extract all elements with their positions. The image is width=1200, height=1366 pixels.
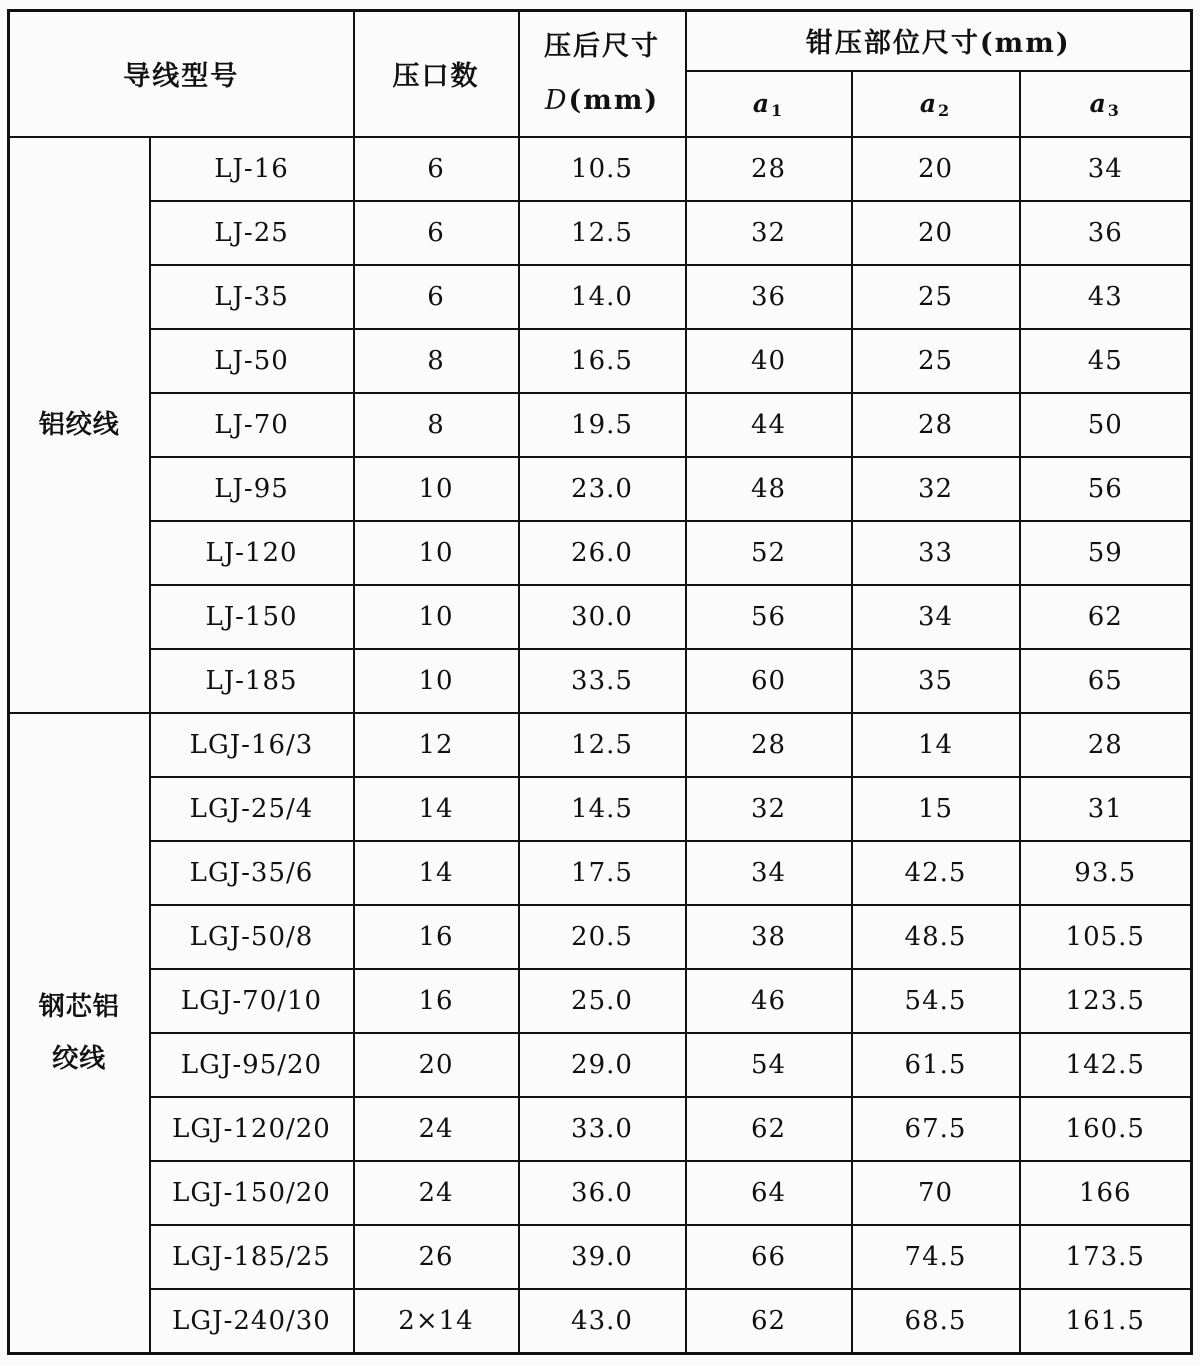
header-after-press-unit: D(mm) [544, 84, 660, 116]
header-model: 导线型号 [9, 11, 354, 137]
cell-model: LGJ-120/20 [150, 1097, 354, 1161]
cell-count: 20 [354, 1033, 519, 1097]
crimp-spec-table [7, 9, 1193, 1355]
cell-d: 17.5 [519, 841, 686, 905]
cell-a3: 105.5 [1020, 905, 1192, 969]
table-row [9, 1289, 1192, 1354]
cell-count: 6 [354, 201, 519, 265]
table-row [9, 1033, 1192, 1097]
cell-a3: 160.5 [1020, 1097, 1192, 1161]
cell-a2: 33 [852, 521, 1020, 585]
cell-model: LGJ-50/8 [150, 905, 354, 969]
cell-a1: 62 [686, 1097, 852, 1161]
cell-a2: 70 [852, 1161, 1020, 1225]
cell-a2: 32 [852, 457, 1020, 521]
cell-a1: 60 [686, 649, 852, 713]
cell-count: 26 [354, 1225, 519, 1289]
cell-a2: 15 [852, 777, 1020, 841]
table-row [9, 713, 1192, 777]
cell-model: LGJ-16/3 [150, 713, 354, 777]
cell-a1: 46 [686, 969, 852, 1033]
cell-model: LGJ-70/10 [150, 969, 354, 1033]
table-row [9, 649, 1192, 713]
group-label-line: 钢芯铝 [38, 991, 120, 1022]
cell-a3: 31 [1020, 777, 1192, 841]
cell-d: 29.0 [519, 1033, 686, 1097]
cell-count: 6 [354, 265, 519, 329]
cell-a3: 62 [1020, 585, 1192, 649]
table-body [9, 137, 1192, 1354]
cell-a2: 61.5 [852, 1033, 1020, 1097]
table-row [9, 841, 1192, 905]
cell-count: 8 [354, 393, 519, 457]
cell-a2: 25 [852, 329, 1020, 393]
cell-a2: 74.5 [852, 1225, 1020, 1289]
header-a1: $a_1$ [686, 71, 852, 137]
cell-a3: 65 [1020, 649, 1192, 713]
table-row [9, 905, 1192, 969]
cell-a2: 14 [852, 713, 1020, 777]
table-row [9, 329, 1192, 393]
cell-model: LJ-185 [150, 649, 354, 713]
cell-d: 14.0 [519, 265, 686, 329]
cell-a1: 32 [686, 201, 852, 265]
cell-a2: 35 [852, 649, 1020, 713]
cell-count: 12 [354, 713, 519, 777]
cell-d: 12.5 [519, 713, 686, 777]
table-row [9, 1225, 1192, 1289]
cell-d: 33.0 [519, 1097, 686, 1161]
table-row [9, 265, 1192, 329]
cell-a1: 28 [686, 137, 852, 201]
cell-model: LJ-120 [150, 521, 354, 585]
cell-d: 39.0 [519, 1225, 686, 1289]
cell-d: 23.0 [519, 457, 686, 521]
cell-count: 24 [354, 1161, 519, 1225]
table-row [9, 1161, 1192, 1225]
cell-d: 19.5 [519, 393, 686, 457]
cell-a1: 40 [686, 329, 852, 393]
cell-d: 14.5 [519, 777, 686, 841]
cell-model: LJ-50 [150, 329, 354, 393]
cell-a1: 34 [686, 841, 852, 905]
header-after-press-size [519, 11, 686, 137]
cell-model: LGJ-150/20 [150, 1161, 354, 1225]
table-row [9, 1097, 1192, 1161]
header-a2: $a_2$ [852, 71, 1020, 137]
cell-a1: 36 [686, 265, 852, 329]
group-label [9, 137, 150, 713]
cell-a2: 28 [852, 393, 1020, 457]
cell-a1: 48 [686, 457, 852, 521]
cell-a2: 48.5 [852, 905, 1020, 969]
cell-d: 20.5 [519, 905, 686, 969]
cell-d: 12.5 [519, 201, 686, 265]
cell-model: LGJ-240/30 [150, 1289, 354, 1354]
cell-model: LGJ-185/25 [150, 1225, 354, 1289]
table-row [9, 201, 1192, 265]
cell-model: LGJ-35/6 [150, 841, 354, 905]
cell-count: 6 [354, 137, 519, 201]
cell-count: 10 [354, 457, 519, 521]
header-press-count: 压口数 [354, 11, 519, 137]
cell-count: 16 [354, 905, 519, 969]
cell-a1: 44 [686, 393, 852, 457]
cell-a1: 54 [686, 1033, 852, 1097]
cell-a1: 28 [686, 713, 852, 777]
cell-a3: 59 [1020, 521, 1192, 585]
cell-a1: 52 [686, 521, 852, 585]
cell-a3: 43 [1020, 265, 1192, 329]
cell-a3: 142.5 [1020, 1033, 1192, 1097]
cell-a2: 34 [852, 585, 1020, 649]
cell-a3: 123.5 [1020, 969, 1192, 1033]
cell-model: LJ-70 [150, 393, 354, 457]
header-a3: $a_3$ [1020, 71, 1192, 137]
group-label-line: 绞线 [52, 1043, 107, 1074]
cell-d: 43.0 [519, 1289, 686, 1354]
table-row [9, 585, 1192, 649]
cell-a3: 93.5 [1020, 841, 1192, 905]
cell-a2: 25 [852, 265, 1020, 329]
cell-model: LJ-35 [150, 265, 354, 329]
cell-a3: 28 [1020, 713, 1192, 777]
cell-count: 2×14 [354, 1289, 519, 1354]
cell-d: 30.0 [519, 585, 686, 649]
table-row [9, 969, 1192, 1033]
group-label [9, 713, 150, 1354]
cell-count: 16 [354, 969, 519, 1033]
cell-a1: 64 [686, 1161, 852, 1225]
table-row [9, 777, 1192, 841]
cell-a2: 67.5 [852, 1097, 1020, 1161]
cell-a1: 32 [686, 777, 852, 841]
cell-count: 14 [354, 777, 519, 841]
cell-d: 36.0 [519, 1161, 686, 1225]
cell-a3: 36 [1020, 201, 1192, 265]
cell-model: LJ-16 [150, 137, 354, 201]
cell-a1: 56 [686, 585, 852, 649]
cell-d: 33.5 [519, 649, 686, 713]
cell-count: 10 [354, 585, 519, 649]
cell-a2: 42.5 [852, 841, 1020, 905]
table-row [9, 137, 1192, 201]
cell-model: LGJ-95/20 [150, 1033, 354, 1097]
header-crimp-position: 钳压部位尺寸(mm) [686, 11, 1192, 71]
table-row [9, 457, 1192, 521]
cell-a3: 161.5 [1020, 1289, 1192, 1354]
cell-model: LJ-95 [150, 457, 354, 521]
cell-a3: 45 [1020, 329, 1192, 393]
cell-count: 14 [354, 841, 519, 905]
cell-count: 10 [354, 521, 519, 585]
cell-a3: 166 [1020, 1161, 1192, 1225]
cell-a3: 56 [1020, 457, 1192, 521]
cell-a2: 54.5 [852, 969, 1020, 1033]
cell-d: 10.5 [519, 137, 686, 201]
cell-count: 10 [354, 649, 519, 713]
cell-a2: 68.5 [852, 1289, 1020, 1354]
cell-d: 16.5 [519, 329, 686, 393]
cell-a3: 34 [1020, 137, 1192, 201]
table-row [9, 393, 1192, 457]
cell-count: 8 [354, 329, 519, 393]
cell-a3: 50 [1020, 393, 1192, 457]
cell-model: LGJ-25/4 [150, 777, 354, 841]
cell-d: 25.0 [519, 969, 686, 1033]
cell-a1: 62 [686, 1289, 852, 1354]
cell-count: 24 [354, 1097, 519, 1161]
table-row [9, 521, 1192, 585]
cell-a1: 66 [686, 1225, 852, 1289]
header-after-press-label: 压后尺寸 [544, 30, 660, 62]
cell-model: LJ-25 [150, 201, 354, 265]
cell-model: LJ-150 [150, 585, 354, 649]
cell-a2: 20 [852, 137, 1020, 201]
cell-a2: 20 [852, 201, 1020, 265]
cell-a3: 173.5 [1020, 1225, 1192, 1289]
group-label-line: 铝绞线 [38, 409, 120, 440]
cell-a1: 38 [686, 905, 852, 969]
cell-d: 26.0 [519, 521, 686, 585]
